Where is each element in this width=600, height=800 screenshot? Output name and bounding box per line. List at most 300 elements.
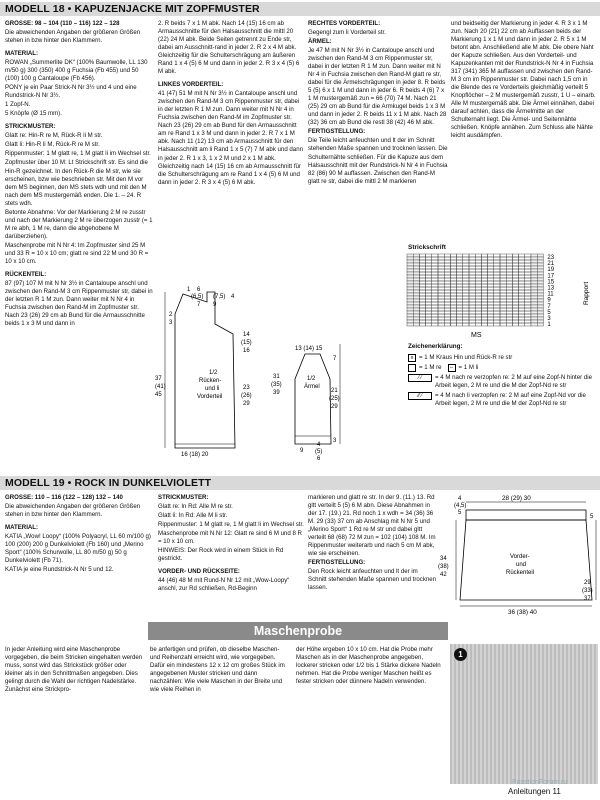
chart-cell bbox=[426, 323, 432, 326]
chart-cell bbox=[481, 272, 487, 275]
chart-cell bbox=[537, 311, 543, 314]
chart-cell bbox=[488, 281, 494, 284]
chart-cell bbox=[519, 296, 525, 299]
chart-cell bbox=[413, 293, 419, 296]
chart-cell bbox=[413, 311, 419, 314]
chart-cell bbox=[457, 308, 463, 311]
paragraph: KATIA je eine Rundstrick-N Nr 5 und 12. bbox=[5, 566, 114, 574]
skirt-waistband bbox=[466, 510, 586, 520]
chart-cell bbox=[469, 284, 475, 287]
chart-cell bbox=[426, 275, 432, 278]
legend-symbol-blank bbox=[408, 364, 416, 372]
chart-cell bbox=[500, 290, 506, 293]
chart-cell bbox=[500, 311, 506, 314]
chart-cell bbox=[450, 314, 456, 317]
chart-cell bbox=[419, 290, 425, 293]
chart-cell bbox=[407, 290, 413, 293]
chart-cell bbox=[488, 311, 494, 314]
chart-cell bbox=[444, 311, 450, 314]
paragraph: FERTIGSTELLUNG: bbox=[308, 128, 366, 136]
chart-cell bbox=[426, 302, 432, 305]
chart-cell bbox=[469, 293, 475, 296]
chart-cell bbox=[494, 308, 500, 311]
chart-cell bbox=[457, 263, 463, 266]
chart-cell bbox=[494, 314, 500, 317]
chart-cell bbox=[438, 320, 444, 323]
maschenprobe-col-3 bbox=[296, 646, 444, 786]
chart-cell bbox=[519, 317, 525, 320]
chart-cell bbox=[481, 311, 487, 314]
chart-cell bbox=[457, 254, 463, 257]
chart-cell bbox=[488, 260, 494, 263]
schematic-modell-19 bbox=[436, 492, 598, 618]
chart-cell bbox=[419, 275, 425, 278]
dim-top-1: 1 bbox=[187, 287, 191, 293]
chart-cell bbox=[500, 266, 506, 269]
chart-cell bbox=[426, 311, 432, 314]
chart-cell bbox=[426, 314, 432, 317]
chart-cell bbox=[506, 323, 512, 326]
chart-cell bbox=[432, 311, 438, 314]
chart-cell bbox=[438, 296, 444, 299]
chart-cell bbox=[512, 314, 518, 317]
paragraph: In jeder Anleitung wird eine Maschenprobe vorgegeben, die beim Stricken eingehalten werden muss, sonst wird das Strickstück größer oder kleiner als in den Schnittmaßen angegeben. Dies gelingt durch die Wahl der richtigen Nadelstärke. Zunächst eine Strickpro- bbox=[5, 646, 143, 694]
maschenprobe-banner: Maschenprobe bbox=[148, 622, 448, 640]
chart-cell bbox=[469, 323, 475, 326]
chart-cell bbox=[419, 284, 425, 287]
body-outline bbox=[175, 292, 235, 448]
chart-cell bbox=[426, 317, 432, 320]
chart-cell bbox=[432, 290, 438, 293]
chart-cell bbox=[519, 299, 525, 302]
chart-cell bbox=[500, 275, 506, 278]
legend-text: = 1 M re bbox=[419, 364, 442, 372]
chart-cell bbox=[463, 263, 469, 266]
chart-cell bbox=[450, 296, 456, 299]
chart-cell bbox=[512, 269, 518, 272]
sleeve-dim-7: 7 bbox=[333, 356, 337, 362]
paragraph: GRÖSSE: 98 – 104 (110 – 116) 122 – 128 bbox=[5, 20, 120, 27]
chart-cell bbox=[432, 272, 438, 275]
chart-cell bbox=[438, 257, 444, 260]
dim-a-1: 2 bbox=[169, 312, 173, 318]
chart-cell bbox=[494, 293, 500, 296]
chart-cell bbox=[463, 320, 469, 323]
chart-cell bbox=[512, 284, 518, 287]
chart-cell bbox=[438, 269, 444, 272]
chart-cell bbox=[506, 266, 512, 269]
chart-cell bbox=[426, 320, 432, 323]
chart-cell bbox=[481, 299, 487, 302]
chart-cell bbox=[450, 260, 456, 263]
chart-cell bbox=[432, 299, 438, 302]
paragraph: Maschenprobe mit N Nr 12: Glatt re sind 6 M und 8 R = 10 x 10 cm. bbox=[158, 530, 302, 546]
chart-cell bbox=[519, 275, 525, 278]
chart-row-number: 5 bbox=[547, 309, 551, 316]
chart-cell bbox=[531, 293, 537, 296]
chart-cell bbox=[506, 278, 512, 281]
chart-cell bbox=[419, 272, 425, 275]
chart-cell bbox=[426, 308, 432, 311]
front-label-1: 1/2 bbox=[209, 370, 218, 376]
chart-cell bbox=[519, 314, 525, 317]
dim-left-3: 45 bbox=[155, 392, 162, 398]
skirt-label-3: Rückenteil bbox=[506, 570, 535, 576]
chart-cell bbox=[457, 287, 463, 290]
sleeve-outline bbox=[295, 354, 331, 444]
chart-cell bbox=[419, 311, 425, 314]
dim-top-4: 4 bbox=[231, 294, 235, 300]
chart-cell bbox=[407, 254, 413, 257]
chart-cell bbox=[463, 317, 469, 320]
chart-cell bbox=[457, 269, 463, 272]
chart-cell bbox=[481, 308, 487, 311]
chart-cell bbox=[537, 275, 543, 278]
chart-cell bbox=[407, 269, 413, 272]
chart-cell bbox=[469, 269, 475, 272]
chart-cell bbox=[506, 284, 512, 287]
paragraph: STRICKMUSTER: bbox=[158, 494, 209, 501]
chart-cell bbox=[512, 257, 518, 260]
chart-cell bbox=[450, 254, 456, 257]
chart-cell bbox=[481, 269, 487, 272]
text-column-m19-2 bbox=[158, 494, 304, 614]
chart-cell bbox=[457, 275, 463, 278]
chart-cell bbox=[537, 260, 543, 263]
chart-cell bbox=[481, 314, 487, 317]
legend-symbol-dash: – bbox=[448, 364, 456, 372]
chart-cell bbox=[463, 272, 469, 275]
chart-cell bbox=[475, 275, 481, 278]
swatch-photo bbox=[450, 644, 598, 784]
chart-cell bbox=[463, 302, 469, 305]
chart-cell bbox=[525, 314, 531, 317]
chart-cell bbox=[413, 302, 419, 305]
chart-cell bbox=[432, 260, 438, 263]
chart-cell bbox=[494, 281, 500, 284]
chart-cell bbox=[481, 287, 487, 290]
dim-c-3: 29 bbox=[243, 401, 250, 407]
chart-cell bbox=[481, 266, 487, 269]
chart-cell bbox=[500, 263, 506, 266]
chart-cell bbox=[512, 299, 518, 302]
chart-cell bbox=[463, 293, 469, 296]
chart-cell bbox=[500, 260, 506, 263]
skirt-label-1: Vorder- bbox=[510, 554, 530, 560]
chart-cell bbox=[512, 311, 518, 314]
chart-cell bbox=[512, 305, 518, 308]
chart-cell bbox=[500, 299, 506, 302]
chart-cell bbox=[494, 269, 500, 272]
chart-cell bbox=[444, 287, 450, 290]
sleeve-w-5: (5) bbox=[315, 449, 323, 455]
chart-cell bbox=[525, 302, 531, 305]
chart-cell bbox=[475, 293, 481, 296]
chart-cell bbox=[463, 305, 469, 308]
chart-cell bbox=[488, 308, 494, 311]
paragraph: 44 (46) 48 M mit Rund-N Nr 12 mit „Wow-Loopy“ anschl, zur Rd schließen, Rd-Beginn bbox=[158, 577, 290, 593]
chart-cell bbox=[537, 284, 543, 287]
chart-cell bbox=[450, 308, 456, 311]
chart-cell bbox=[469, 287, 475, 290]
header-bar-modell-18 bbox=[0, 2, 600, 16]
chart-cell bbox=[525, 275, 531, 278]
chart-cell bbox=[500, 257, 506, 260]
chart-cell bbox=[475, 260, 481, 263]
chart-cell bbox=[469, 302, 475, 305]
chart-cell bbox=[407, 302, 413, 305]
chart-cell bbox=[413, 314, 419, 317]
chart-cell bbox=[438, 311, 444, 314]
chart-cell bbox=[407, 287, 413, 290]
paragraph: Je 47 M mit N Nr 3½ in Cantaloupe anschl und zwischen den Rand-M 3 cm Rippenmuster str, dabei in der letzten R 1 M zun. Dann weiter mit N Nr 4 in Fuchsia zwischen den Rand-M glatt re str, dabei für die Ärmelschrägungen in jeder 8. R beids 5 (5) 6 x 1 M und dann in jeder 6. R beids 4 (6) 7 x 1 M mustergemäß zun = 66 (70) 74 M. Nach 21 (25) 29 cm ab Bund für die Armkugel beids 1 x 3 M und dann in jeder 2. R beids 11 x 1 M abk. Nach 28 (32) 36 cm ab Bund die restl 38 (42) 46 M abk. bbox=[308, 47, 447, 127]
paragraph: RÜCKENTEIL: bbox=[5, 270, 47, 278]
paragraph: PONY je ein Paar Strick-N Nr 3½ und 4 und eine Rundstrick-N Nr 3½. bbox=[5, 84, 137, 100]
chart-cell bbox=[407, 281, 413, 284]
chart-cell bbox=[537, 299, 543, 302]
paragraph: KATIA „Wow! Loopy“ (100% Polyacryl, LL 60 m/100 g) 100 (200) 200 g Dunkelviolett (Fb 160) und „Merino Sport“ (100% Schurwolle, LL 80 m/50 g) 50 g Dunkelviolett (Fb 71). bbox=[5, 533, 151, 565]
chart-cell bbox=[469, 311, 475, 314]
chart-cell bbox=[537, 296, 543, 299]
chart-cell bbox=[512, 320, 518, 323]
header-bar-modell-19 bbox=[0, 476, 600, 490]
chart-title: Strickschrift bbox=[408, 244, 446, 251]
chart-cell bbox=[407, 272, 413, 275]
paragraph: MATERIAL: bbox=[5, 524, 39, 532]
chart-cell bbox=[413, 281, 419, 284]
chart-cell bbox=[450, 269, 456, 272]
text-column-2 bbox=[158, 20, 304, 280]
chart-cell bbox=[419, 314, 425, 317]
chart-cell bbox=[438, 284, 444, 287]
chart-cell bbox=[438, 305, 444, 308]
chart-cell bbox=[438, 314, 444, 317]
chart-cell bbox=[481, 281, 487, 284]
chart-cell bbox=[537, 305, 543, 308]
text-column-m19-1 bbox=[5, 494, 153, 614]
text-column-m19-3 bbox=[308, 494, 438, 614]
chart-cell bbox=[500, 269, 506, 272]
chart-cell bbox=[407, 320, 413, 323]
dim-top-9: 9 bbox=[213, 302, 217, 308]
chart-cell bbox=[419, 278, 425, 281]
chart-cell bbox=[457, 317, 463, 320]
chart-cell bbox=[506, 260, 512, 263]
chart-cell bbox=[457, 314, 463, 317]
chart-cell bbox=[537, 290, 543, 293]
chart-cell bbox=[488, 299, 494, 302]
paragraph: 2. R beids 7 x 1 M abk. Nach 14 (15) 16 cm ab Armausschnitte für den Halsausschnitt die mittl 20 (22) 24 M abk. Beide Seiten getrennt zu Ende str, dabei am Ausschnitt-rand in jeder 2. R 2 x 4 M abk. Gleichzeitig für die Schulterschrägung am äußeren Rand 1 x 4 (5) 6 M und dann in jeder 2. R 3 x 4 (5) 6 M abk. bbox=[158, 20, 300, 76]
chart-cell bbox=[457, 290, 463, 293]
chart-cell bbox=[463, 296, 469, 299]
chart-cell bbox=[413, 275, 419, 278]
chart-cell bbox=[537, 254, 543, 257]
chart-cell bbox=[438, 287, 444, 290]
chart-cell bbox=[438, 290, 444, 293]
chart-cell bbox=[519, 272, 525, 275]
chart-cell bbox=[506, 254, 512, 257]
chart-cell bbox=[432, 293, 438, 296]
chart-cell bbox=[426, 254, 432, 257]
chart-cell bbox=[519, 269, 525, 272]
chart-cell bbox=[407, 296, 413, 299]
chart-cell bbox=[537, 314, 543, 317]
chart-cell bbox=[457, 284, 463, 287]
chart-cell bbox=[463, 254, 469, 257]
chart-cell bbox=[531, 290, 537, 293]
chart-cell bbox=[506, 269, 512, 272]
chart-cell bbox=[407, 323, 413, 326]
chart-cell bbox=[450, 257, 456, 260]
chart-cell bbox=[525, 278, 531, 281]
paragraph: 87 (97) 107 M mit N Nr 3½ in Cantaloupe anschl und zwischen den Rand-M 3 cm Rippenmuster str, dabei in der letzten R 1 M zun. Dann weiter mit N Nr 4 in Fuchsia zwischen den Rand-M im Zopfmuster str. Nach 23 (26) 29 cm ab Bund für die Armausschnitte beids 1 x 3 M und dann in bbox=[5, 279, 153, 328]
chart-cell bbox=[500, 281, 506, 284]
chart-cell bbox=[413, 278, 419, 281]
chart-cell bbox=[444, 254, 450, 257]
chart-cell bbox=[469, 266, 475, 269]
chart-cell bbox=[419, 317, 425, 320]
chart-cell bbox=[519, 266, 525, 269]
chart-cell bbox=[444, 266, 450, 269]
sleeve-w-9: 9 bbox=[300, 448, 304, 454]
paragraph: der Höhe ergeben 10 x 10 cm. Hat die Probe mehr Maschen als in der Maschenprobe angegeben, lockerer stricken oder 1/2 bis 1 Stärke dickere Nadeln nehmen. Hat die Probe weniger Maschen heißt es fester stricken oder dünnere Nadeln verwenden. bbox=[296, 646, 441, 686]
chart-cell bbox=[463, 266, 469, 269]
chart-cell bbox=[444, 290, 450, 293]
chart-cell bbox=[494, 299, 500, 302]
chart-cell bbox=[438, 293, 444, 296]
chart-cell bbox=[413, 308, 419, 311]
chart-cell bbox=[407, 314, 413, 317]
chart-cell bbox=[426, 284, 432, 287]
chart-cell bbox=[506, 305, 512, 308]
chart-cell bbox=[457, 320, 463, 323]
chart-cell bbox=[494, 305, 500, 308]
chart-cell bbox=[413, 266, 419, 269]
chart-cell bbox=[444, 296, 450, 299]
chart-cell bbox=[432, 320, 438, 323]
chart-cell bbox=[469, 296, 475, 299]
chart-cell bbox=[426, 299, 432, 302]
chart-cell bbox=[469, 260, 475, 263]
legend-symbol-cable-right: ⁄ ⁄ bbox=[408, 374, 432, 382]
chart-cell bbox=[413, 296, 419, 299]
chart-cell bbox=[531, 320, 537, 323]
chart-cell bbox=[525, 323, 531, 326]
chart-cell bbox=[512, 323, 518, 326]
chart-cell bbox=[413, 320, 419, 323]
chart-cell bbox=[469, 305, 475, 308]
chart-cell bbox=[475, 323, 481, 326]
chart-row-number: 3 bbox=[547, 316, 551, 322]
chart-cell bbox=[494, 323, 500, 326]
chart-cell bbox=[469, 263, 475, 266]
chart-cell bbox=[475, 284, 481, 287]
chart-cell bbox=[519, 302, 525, 305]
chart-cell bbox=[481, 260, 487, 263]
chart-cell bbox=[537, 269, 543, 272]
chart-cell bbox=[432, 302, 438, 305]
chart-cell bbox=[463, 290, 469, 293]
chart-cell bbox=[481, 275, 487, 278]
chart-cell bbox=[438, 260, 444, 263]
paragraph: MATERIAL: bbox=[5, 50, 39, 58]
chart-cell bbox=[519, 320, 525, 323]
chart-cell bbox=[500, 314, 506, 317]
chart-cell bbox=[432, 278, 438, 281]
chart-rapport-label: Rapport bbox=[583, 281, 590, 305]
chart-row-number: 1 bbox=[547, 322, 551, 329]
chart-cell bbox=[494, 260, 500, 263]
dim-d-2: (35) bbox=[271, 382, 282, 388]
chart-cell bbox=[525, 308, 531, 311]
chart-cell bbox=[481, 302, 487, 305]
chart-cell bbox=[500, 293, 506, 296]
chart-cell bbox=[519, 260, 525, 263]
chart-cell bbox=[531, 296, 537, 299]
chart-cell bbox=[407, 317, 413, 320]
knitting-chart bbox=[405, 252, 600, 342]
chart-cell bbox=[438, 263, 444, 266]
chart-row-number: 23 bbox=[547, 255, 555, 261]
legend-symbol-x: x bbox=[408, 354, 416, 362]
chart-cell bbox=[469, 290, 475, 293]
chart-cell bbox=[426, 263, 432, 266]
chart-cell bbox=[450, 278, 456, 281]
chart-cell bbox=[500, 254, 506, 257]
page-footer: Anleitungen 11 bbox=[508, 787, 561, 796]
chart-cell bbox=[413, 287, 419, 290]
chart-cell bbox=[475, 266, 481, 269]
chart-cell bbox=[525, 257, 531, 260]
chart-cell bbox=[481, 317, 487, 320]
dim-top-75: (7,5) bbox=[213, 294, 226, 300]
skirt-right-3: 37 bbox=[584, 596, 591, 602]
chart-cell bbox=[450, 320, 456, 323]
chart-cell bbox=[432, 275, 438, 278]
paragraph: Gegengl zum li Vorderteil str. bbox=[308, 29, 386, 37]
schematic-modell-18 bbox=[155, 284, 345, 460]
chart-cell bbox=[413, 317, 419, 320]
sleeve-dim-21: 21 bbox=[331, 388, 338, 394]
chart-cell bbox=[413, 290, 419, 293]
paragraph: markieren und glatt re str. In der 9. (11.) 13. Rd gltt verteilt 5 (5) 6 M abn. Diese Abnahmen in der 17. (19.) 21. Rd noch 1 x wdh = 34 (36) 36 M. 29 (33) 37 cm ab Anschlag mit N Nr 5 und „Merino Sport“ 1 Rd re M str und dabei gltt verteilt 68 (68) 72 M zun = 102 (104) 108 M. Im Rippenmuster weiterarb und nach 5 cm M abk, wie sie erscheinen. bbox=[308, 494, 436, 558]
chart-cell bbox=[475, 314, 481, 317]
chart-cell bbox=[519, 305, 525, 308]
chart-cell bbox=[450, 287, 456, 290]
watermark: PasstionForum.ru bbox=[512, 779, 568, 786]
chart-cell bbox=[419, 281, 425, 284]
chart-cell bbox=[512, 302, 518, 305]
chart-cell bbox=[444, 299, 450, 302]
legend-text: = 4 M nach li verzopfen re: 2 M auf eine Zopf-Nd vor die Arbeit legen, 2 M re und die M der Zopf-Nd re str bbox=[435, 392, 586, 408]
chart-cell bbox=[519, 284, 525, 287]
chart-cell bbox=[469, 281, 475, 284]
chart-cell bbox=[512, 263, 518, 266]
chart-cell bbox=[488, 317, 494, 320]
chart-cell bbox=[432, 323, 438, 326]
chart-cell bbox=[500, 308, 506, 311]
chart-cell bbox=[426, 305, 432, 308]
chart-cell bbox=[419, 299, 425, 302]
dim-sleeve-top: 13 (14) 15 bbox=[295, 346, 323, 352]
chart-cell bbox=[500, 323, 506, 326]
chart-cell bbox=[506, 320, 512, 323]
paragraph: ÄRMEL: bbox=[308, 38, 332, 46]
chart-cell bbox=[413, 260, 419, 263]
chart-cell bbox=[463, 260, 469, 263]
chart-cell bbox=[531, 263, 537, 266]
paragraph: VORDER- UND RÜCKSEITE: bbox=[158, 568, 240, 576]
